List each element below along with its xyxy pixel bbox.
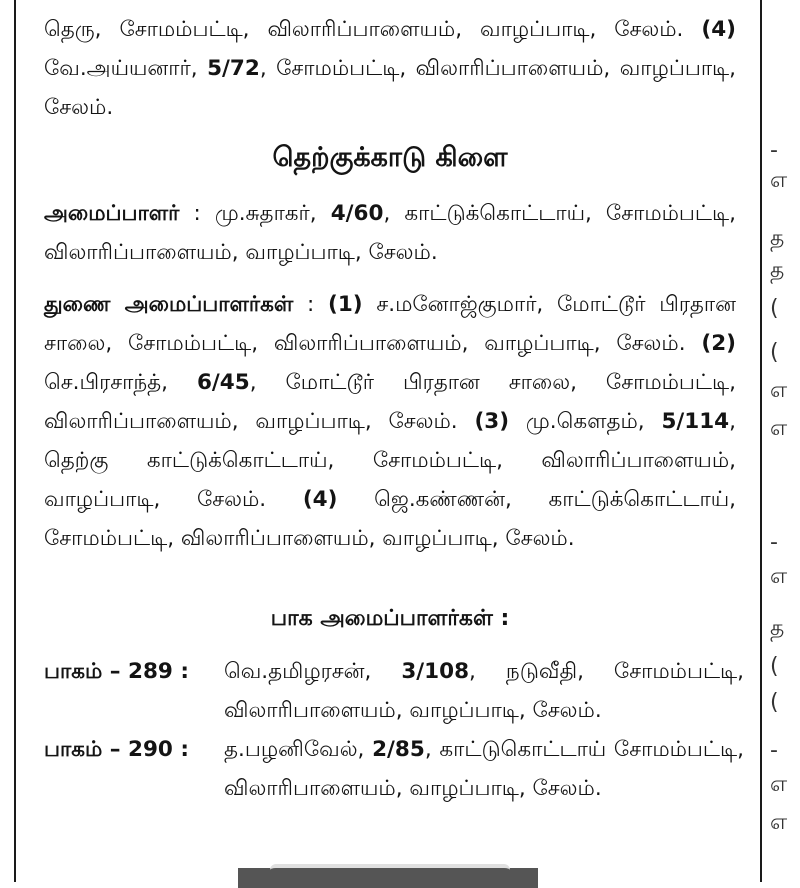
deputy-label: துணை அமைப்பாளர்கள் xyxy=(44,292,294,317)
member-entry: ச.மனோஜ்குமார், மோட்டூர் பிரதான சாலை, சோமம்பட்டி, விலாரிப்பாளையம், வாழப்பாடி, சேலம். xyxy=(44,292,737,356)
label-separator: : xyxy=(293,292,329,317)
booth-address: , நடுவீதி, சோமம்பட்டி, விலாரிபாளையம், வாழப்பாடி, சேலம். xyxy=(224,659,744,723)
edge-fragment: எ xyxy=(770,810,788,835)
edge-fragment: ( xyxy=(770,690,779,715)
booth-address: , காட்டுகொட்டாய் சோமம்பட்டி, விலாரிபாளையம், வாழப்பாடி, சேலம். xyxy=(224,737,744,801)
door-number: 2/85 xyxy=(372,737,425,762)
item-number: (3) xyxy=(474,409,510,434)
door-number: 5/114 xyxy=(661,409,730,434)
organiser-paragraph xyxy=(44,194,736,272)
booth-details xyxy=(224,730,744,808)
booth-label: பாகம் – 289 : xyxy=(44,659,189,684)
booth-organisers-heading: பாக அமைப்பாளர்கள் : xyxy=(270,606,510,631)
member-name: செ.பிரசாந்த், xyxy=(44,370,197,395)
door-number: 4/60 xyxy=(330,201,384,226)
section-heading: தெற்குக்காடு கிளை xyxy=(272,142,508,173)
edge-fragment: ( xyxy=(770,340,779,365)
edge-fragment: எ xyxy=(770,416,788,441)
door-number: 6/45 xyxy=(196,370,250,395)
edge-fragment: த xyxy=(770,258,785,283)
edge-fragment: எ xyxy=(770,168,788,193)
item-number: (4) xyxy=(701,17,736,42)
next-section-heading-text-fragment xyxy=(270,864,510,880)
edge-fragment: ( xyxy=(770,654,779,679)
organiser-name: மு.சுதாகர், xyxy=(214,201,331,226)
item-number: (1) xyxy=(328,292,363,317)
booth-name: த.பழனிவேல், xyxy=(224,737,373,762)
member-address: , தெற்கு காட்டுக்கொட்டாய், சோமம்பட்டி, விலாரிப்பாளையம், வாழப்பாடி, சேலம். xyxy=(44,409,736,512)
edge-fragment: த xyxy=(770,616,785,641)
edge-fragment: த xyxy=(770,226,785,251)
continuation-line: தெரு, சோமம்பட்டி, விலாரிப்பாளையம், வாழப்பாடி, சேலம். xyxy=(44,17,684,42)
edge-fragment: - xyxy=(770,738,778,763)
edge-fragment: - xyxy=(770,138,778,163)
member-address: , மோட்டூர் பிரதான சாலை, சோமம்பட்டி, விலாரிப்பாளையம், வாழப்பாடி, சேலம். xyxy=(44,370,736,434)
door-number: 3/108 xyxy=(401,659,470,684)
member-address: , சோமம்பட்டி, விலாரிப்பாளையம், வாழப்பாடி, சேலம். xyxy=(44,56,737,120)
booth-label: பாகம் – 290 : xyxy=(44,737,189,762)
organiser-address: , காட்டுக்கொட்டாய், சோமம்பட்டி, விலாரிப்பாளையம், வாழப்பாடி, சேலம். xyxy=(44,201,736,265)
member-entry: ஜெ.கண்ணன், காட்டுக்கொட்டாய், சோமம்பட்டி, விலாரிப்பாளையம், வாழப்பாடி, சேலம். xyxy=(44,487,736,551)
booth-details xyxy=(224,652,744,730)
deputy-organisers-paragraph xyxy=(44,285,736,558)
booth-row xyxy=(44,652,744,730)
edge-fragment: ( xyxy=(770,296,779,321)
item-number: (2) xyxy=(701,331,736,356)
door-number: 5/72 xyxy=(207,56,260,81)
member-name: மு.கௌதம், xyxy=(509,409,662,434)
edge-fragment: எ xyxy=(770,772,788,797)
item-number: (4) xyxy=(302,487,338,512)
edge-fragment: எ xyxy=(770,564,788,589)
label-separator: : xyxy=(179,201,215,226)
booth-row xyxy=(44,730,744,808)
booth-name: வெ.தமிழரசன், xyxy=(224,659,402,684)
edge-fragment: எ xyxy=(770,378,788,403)
member-name: வே.அய்யனார், xyxy=(44,56,208,81)
edge-fragment: - xyxy=(770,530,778,555)
continuation-paragraph xyxy=(44,10,736,127)
organiser-label: அமைப்பாளர் xyxy=(44,201,180,226)
